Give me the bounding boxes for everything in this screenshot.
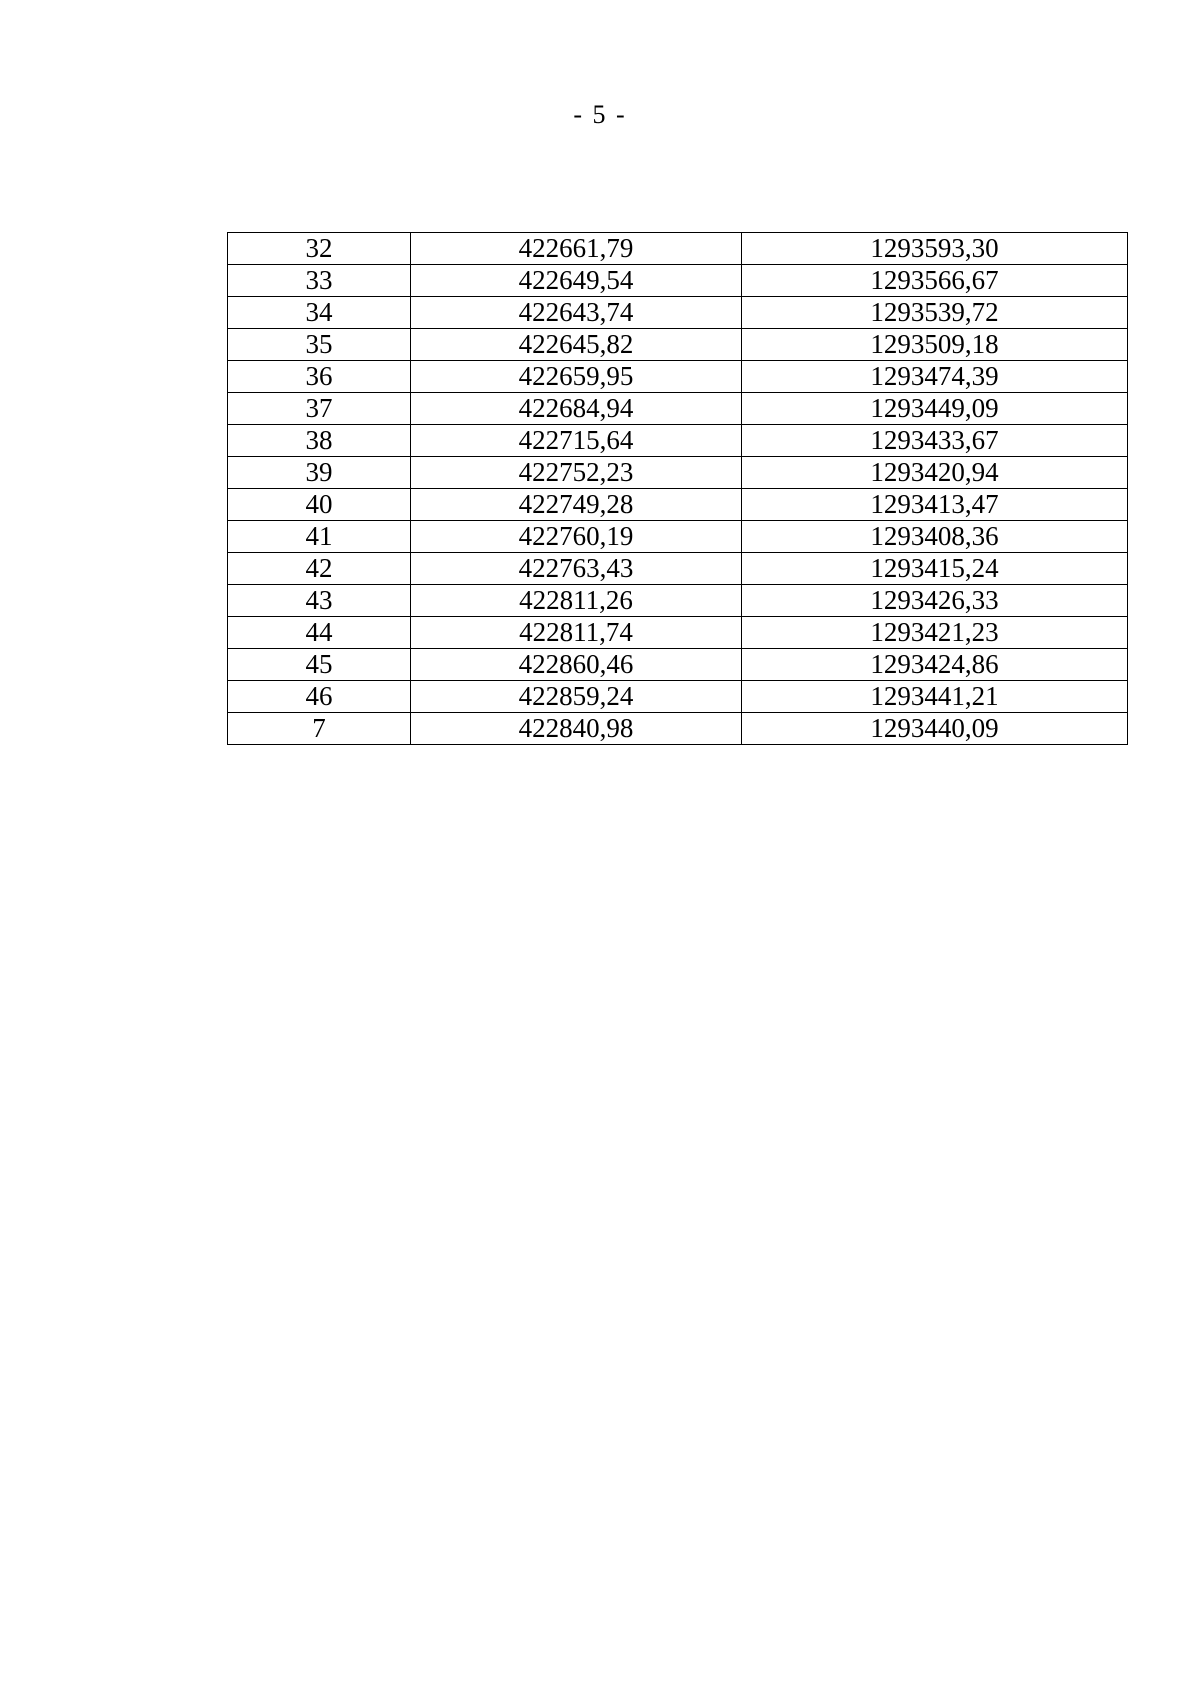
table-row bbox=[228, 713, 1128, 745]
table-row bbox=[228, 553, 1128, 585]
point-number-cell: 41 bbox=[228, 521, 411, 553]
x-coordinate-cell: 422860,46 bbox=[411, 649, 742, 681]
point-number-cell: 38 bbox=[228, 425, 411, 457]
x-coordinate-cell: 422763,43 bbox=[411, 553, 742, 585]
x-coordinate-cell: 422859,24 bbox=[411, 681, 742, 713]
point-number-cell: 7 bbox=[228, 713, 411, 745]
x-coordinate-cell: 422684,94 bbox=[411, 393, 742, 425]
point-number-cell: 33 bbox=[228, 265, 411, 297]
table-row bbox=[228, 265, 1128, 297]
table-row bbox=[228, 361, 1128, 393]
x-coordinate-cell: 422840,98 bbox=[411, 713, 742, 745]
table-row bbox=[228, 393, 1128, 425]
table-row bbox=[228, 521, 1128, 553]
coordinates-table-body bbox=[228, 233, 1128, 745]
table-row bbox=[228, 681, 1128, 713]
y-coordinate-cell: 1293539,72 bbox=[742, 297, 1128, 329]
table-row bbox=[228, 233, 1128, 265]
table-row bbox=[228, 457, 1128, 489]
point-number-cell: 46 bbox=[228, 681, 411, 713]
y-coordinate-cell: 1293474,39 bbox=[742, 361, 1128, 393]
y-coordinate-cell: 1293408,36 bbox=[742, 521, 1128, 553]
table-row bbox=[228, 489, 1128, 521]
x-coordinate-cell: 422649,54 bbox=[411, 265, 742, 297]
table-row bbox=[228, 585, 1128, 617]
y-coordinate-cell: 1293415,24 bbox=[742, 553, 1128, 585]
table-row bbox=[228, 649, 1128, 681]
x-coordinate-cell: 422645,82 bbox=[411, 329, 742, 361]
y-coordinate-cell: 1293449,09 bbox=[742, 393, 1128, 425]
y-coordinate-cell: 1293440,09 bbox=[742, 713, 1128, 745]
x-coordinate-cell: 422811,74 bbox=[411, 617, 742, 649]
x-coordinate-cell: 422811,26 bbox=[411, 585, 742, 617]
y-coordinate-cell: 1293566,67 bbox=[742, 265, 1128, 297]
x-coordinate-cell: 422760,19 bbox=[411, 521, 742, 553]
point-number-cell: 35 bbox=[228, 329, 411, 361]
table-row bbox=[228, 297, 1128, 329]
x-coordinate-cell: 422749,28 bbox=[411, 489, 742, 521]
y-coordinate-cell: 1293424,86 bbox=[742, 649, 1128, 681]
point-number-cell: 40 bbox=[228, 489, 411, 521]
point-number-cell: 44 bbox=[228, 617, 411, 649]
table-row bbox=[228, 329, 1128, 361]
y-coordinate-cell: 1293420,94 bbox=[742, 457, 1128, 489]
table-row bbox=[228, 617, 1128, 649]
x-coordinate-cell: 422752,23 bbox=[411, 457, 742, 489]
y-coordinate-cell: 1293413,47 bbox=[742, 489, 1128, 521]
point-number-cell: 43 bbox=[228, 585, 411, 617]
point-number-cell: 42 bbox=[228, 553, 411, 585]
point-number-cell: 45 bbox=[228, 649, 411, 681]
x-coordinate-cell: 422659,95 bbox=[411, 361, 742, 393]
point-number-cell: 32 bbox=[228, 233, 411, 265]
y-coordinate-cell: 1293441,21 bbox=[742, 681, 1128, 713]
y-coordinate-cell: 1293433,67 bbox=[742, 425, 1128, 457]
point-number-cell: 34 bbox=[228, 297, 411, 329]
point-number-cell: 36 bbox=[228, 361, 411, 393]
page-number: - 5 - bbox=[573, 100, 627, 129]
x-coordinate-cell: 422715,64 bbox=[411, 425, 742, 457]
point-number-cell: 37 bbox=[228, 393, 411, 425]
y-coordinate-cell: 1293421,23 bbox=[742, 617, 1128, 649]
point-number-cell: 39 bbox=[228, 457, 411, 489]
y-coordinate-cell: 1293426,33 bbox=[742, 585, 1128, 617]
y-coordinate-cell: 1293593,30 bbox=[742, 233, 1128, 265]
y-coordinate-cell: 1293509,18 bbox=[742, 329, 1128, 361]
x-coordinate-cell: 422661,79 bbox=[411, 233, 742, 265]
table-row bbox=[228, 425, 1128, 457]
coordinates-table bbox=[227, 232, 1128, 745]
x-coordinate-cell: 422643,74 bbox=[411, 297, 742, 329]
